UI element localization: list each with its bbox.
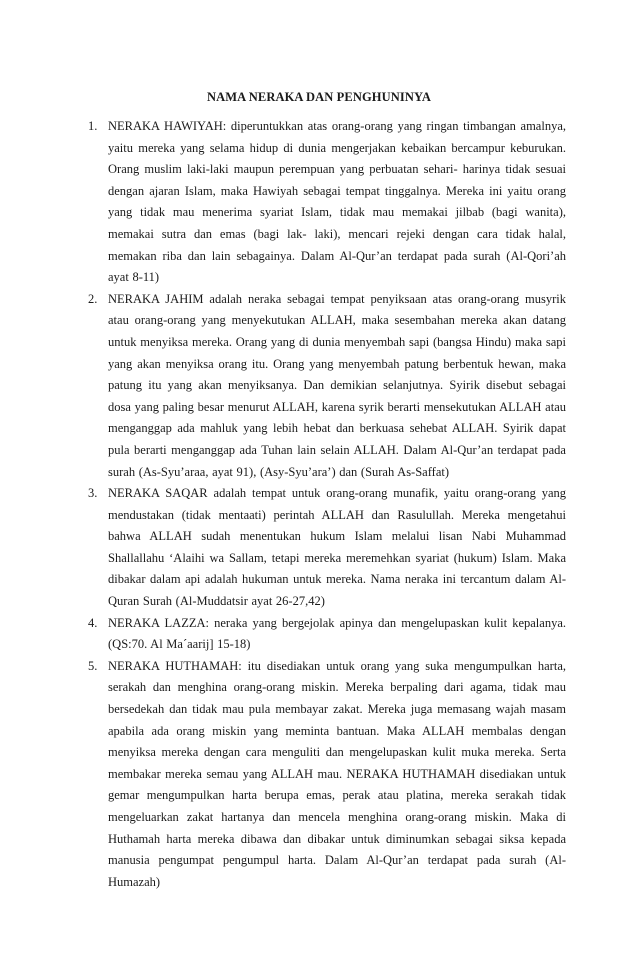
document-title: NAMA NERAKA DAN PENGHUNINYA [206, 90, 432, 104]
list-item-jahim [88, 289, 566, 483]
list-item-number: 2. [88, 291, 98, 306]
list-item-lazza [88, 613, 566, 656]
list-item-number: 3. [88, 486, 98, 501]
list-item-saqar [88, 483, 566, 613]
list-item-number: 4. [88, 615, 98, 630]
list-item-text: NERAKA JAHIM adalah neraka sebagai tempat penyiksaan atas orang-orang musyrik atau orang-orang yang menyekutukan ALLAH, maka sesembahan mereka akan datang untuk menyiksa mereka. Orang yang di dunia menyembah sapi (bangsa Hindu) maka sapi yang akan menyiksa orang itu. Orang yang menyembah patung berbentuk hewan, maka patung itu yang akan menyiksanya. Dan demikian selanjutnya. Syirik disebut sebagai dosa yang paling besar menurut ALLAH, karena syrik berarti mensekutukan ALLAH atau menganggap ada mahluk yang lebih hebat dan berkuasa sehebat ALLAH. Syirik dapat pula berarti menganggap ada Tuhan lain selain ALLAH. Dalam Al-Qur’an terdapat pada surah (As-Syu’araa, ayat 91), (Asy-Syu’ara’) dan (Surah As-Saffat) [108, 291, 566, 479]
list-item-number: 1. [88, 119, 98, 133]
list-item-text: NERAKA HUTHAMAH: itu disediakan untuk orang yang suka mengumpulkan harta, serakah dan menghina orang-orang miskin. Mereka berpaling dari agama, tidak mau bersedekah dan tidak mau pula membayar zakat. Mereka juga memasang wajah masam apabila ada orang miskin yang meminta bantuan. Maka ALLAH membalas dengan menyiksa mereka dengan cara menguliti dan mengelupaskan kulit muka mereka. Serta membakar mereka semau yang ALLAH mau. NERAKA HUTHAMAH disediakan untuk gemar mengumpulkan harta berupa emas, perak atau platina, mereka serakah tidak mengeluarkan zakat hartanya dan mencela menghina orang-orang miskin. Maka di Huthamah harta mereka dibawa dan dibakar untuk diminumkan sebagai siksa kepada manusia pengumpat pengumpul harta. Dalam Al-Qur’an terdapat pada surah (Al-Humazah) [108, 658, 566, 889]
list-item-text: NERAKA SAQAR adalah tempat untuk orang-orang munafik, yaitu orang-orang yang mendustakan (tidak mentaati) perintah ALLAH dan Rasulullah. Mereka mengetahui bahwa ALLAH sudah menentukan hukum Islam melalui lisan Nabi Muhammad Shallallahu ‘Alaihi wa Sallam, tetapi mereka meremehkan syariat (hukum) Islam. Maka dibakar dalam api adalah hukuman untuk mereka. Nama neraka ini tercantum dalam Al-Quran Surah (Al-Muddatsir ayat 26-27,42) [108, 486, 566, 609]
list-item-hawiyah [88, 116, 566, 289]
list-item-huthamah [88, 656, 566, 894]
hell-names-list [88, 116, 566, 893]
list-item-number: 5. [88, 658, 98, 673]
list-item-text: NERAKA HAWIYAH: diperuntukkan atas orang-orang yang ringan timbangan amalnya, yaitu mereka yang selama hidup di dunia mengerjakan kebaikan bercampur keburukan. Orang muslim laki-laki maupun perempuan yang perbuatan sehari- harinya tidak sesuai dengan ajaran Islam, maka Hawiyah sebagai tempat tinggalnya. Mereka ini yaitu orang yang tidak mau menerima syariat Islam, tidak mau memakai jilbab (bagi wanita), memakai sutra dan emas (bagi lak- laki), mencari rejeki dengan cara tidak halal, memakan riba dan lain sebagainya. Dalam Al-Qur’an terdapat pada surah (Al-Qori’ah ayat 8-11) [108, 119, 566, 285]
list-item-text: NERAKA LAZZA: neraka yang bergejolak apinya dan mengelupaskan kulit kepalanya. (QS:70. Al Ma´aarij] 15-18) [108, 615, 566, 652]
